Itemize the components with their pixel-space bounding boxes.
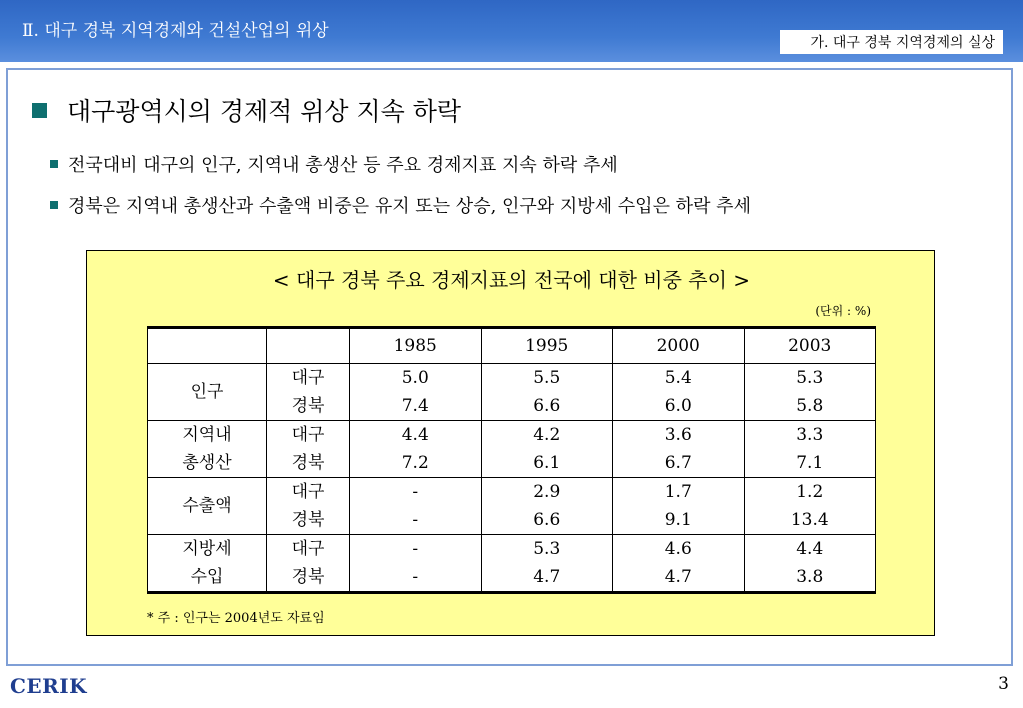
row-label: 지방세 수입 [148,535,267,593]
region-cell: 대구 경북 [267,364,350,421]
main-heading [32,92,461,128]
value-cell: 4.2 6.1 [481,421,613,478]
value-cell: 4.6 4.7 [613,535,745,593]
value-cell: 5.0 7.4 [350,364,482,421]
value-cell: 5.5 6.6 [481,364,613,421]
value-cell: 4.4 7.2 [350,421,482,478]
year-header: 2003 [744,328,876,364]
unit-label: (단위 : %) [815,304,871,318]
cerik-logo [10,674,87,698]
table-row [148,421,876,478]
region-cell: 대구 경북 [267,478,350,535]
value-cell: 3.3 7.1 [744,421,876,478]
value-cell: 2.9 6.6 [481,478,613,535]
square-bullet-icon [50,160,58,168]
bullet-item [50,151,618,177]
table-footnote: * 주 : 인구는 2004년도 자료임 [147,611,325,626]
region-cell: 대구 경북 [267,421,350,478]
value-cell: 1.2 13.4 [744,478,876,535]
region-cell: 대구 경북 [267,535,350,593]
year-header: 1995 [481,328,613,364]
header-bar [0,0,1023,62]
main-heading-text: 대구광역시의 경제적 위상 지속 하락 [67,97,462,126]
table-row [148,535,876,593]
bullet-text: 전국대비 대구의 인구, 지역내 총생산 등 주요 경제지표 지속 하락 추세 [68,155,618,176]
year-header: 1985 [350,328,482,364]
row-label: 지역내 총생산 [148,421,267,478]
value-cell: - - [350,478,482,535]
value-cell: 3.6 6.7 [613,421,745,478]
bullet-item [50,192,751,218]
header-cell [148,328,267,364]
value-cell: 1.7 9.1 [613,478,745,535]
row-label: 수출액 [148,478,267,535]
value-cell: 5.4 6.0 [613,364,745,421]
square-bullet-icon [50,201,58,209]
value-cell: 5.3 5.8 [744,364,876,421]
header-cell [267,328,350,364]
row-label: 인구 [148,364,267,421]
table-header-row [148,328,876,364]
value-cell: - - [350,535,482,593]
table-row [148,478,876,535]
square-bullet-icon [32,103,47,118]
table-title: < 대구 경북 주요 경제지표의 전국에 대한 비중 추이 > [272,268,751,292]
logo-text: CERIK [10,674,88,698]
subsection-title: 가. 대구 경북 지역경제의 실상 [780,30,1003,54]
indicator-table [147,326,876,594]
bullet-text: 경북은 지역내 총생산과 수출액 비중은 유지 또는 상승, 인구와 지방세 수입은 하락 추세 [68,196,751,217]
section-title: Ⅱ. 대구 경북 지역경제와 건설산업의 위상 [22,21,329,41]
year-header: 2000 [613,328,745,364]
value-cell: 5.3 4.7 [481,535,613,593]
page-number: 3 [998,674,1009,694]
value-cell: 4.4 3.8 [744,535,876,593]
table-row [148,364,876,421]
